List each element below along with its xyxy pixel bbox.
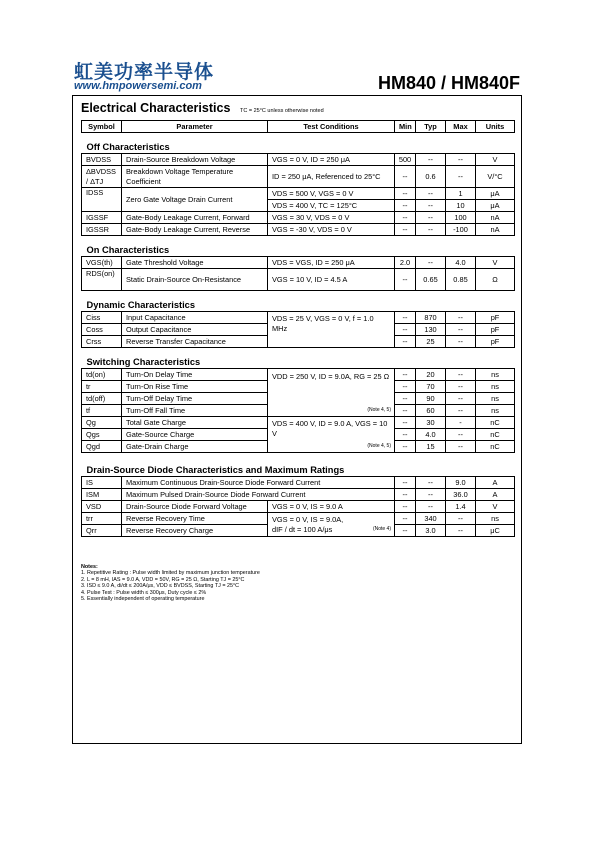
param-cell: Gate-Body Leakage Current, Forward	[122, 212, 268, 224]
max-cell: --	[446, 429, 476, 441]
typ-cell: 0.65	[416, 269, 446, 291]
max-cell: --	[446, 381, 476, 393]
company-logo-chinese: 虹美功率半导体	[74, 61, 215, 83]
table-row	[82, 513, 515, 525]
typ-cell: 60	[416, 405, 446, 417]
cond-cell: VDS = VGS, ID = 250 μA	[268, 257, 395, 269]
symbol-cell: VSD	[82, 501, 122, 513]
col-parameter: Parameter	[122, 121, 268, 133]
table-row	[82, 257, 515, 269]
table-row	[82, 501, 515, 513]
symbol-cell: td(on)	[82, 369, 122, 381]
note-ref: (Note 4, 5)	[367, 407, 391, 413]
unit-cell: nA	[476, 224, 515, 236]
min-cell: --	[395, 324, 416, 336]
typ-cell: 20	[416, 369, 446, 381]
table-row	[82, 154, 515, 166]
unit-cell: A	[476, 489, 515, 501]
typ-cell: --	[416, 501, 446, 513]
cond-cell: VGS = 0 V, IS = 9.0 A	[268, 501, 395, 513]
param-cell: Gate-Body Leakage Current, Reverse	[122, 224, 268, 236]
table-row	[82, 269, 515, 291]
symbol-cell: Coss	[82, 324, 122, 336]
table-header-row	[82, 121, 515, 133]
notes-title: Notes:	[81, 564, 98, 570]
min-cell: --	[395, 501, 416, 513]
unit-cell: nC	[476, 417, 515, 429]
symbol-cell: ΔBVDSS / ΔTJ	[82, 166, 122, 188]
param-cell: Turn-Off Fall Time	[122, 405, 268, 417]
typ-cell: 90	[416, 393, 446, 405]
note-item: 3. ISD ≤ 9.0 A, di/dt ≤ 200A/μs, VDD ≤ BVDSS, Starting TJ = 25°C	[81, 583, 240, 590]
cond-cell: ID = 250 μA, Referenced to 25°C	[268, 166, 395, 188]
cond-cell: VGS = 10 V, ID = 4.5 A	[268, 269, 395, 291]
typ-cell: 870	[416, 312, 446, 324]
max-cell: 100	[446, 212, 476, 224]
max-cell: --	[446, 513, 476, 525]
min-cell: --	[395, 477, 416, 489]
typ-cell: --	[416, 188, 446, 200]
min-cell: --	[395, 269, 416, 291]
symbol-cell: IDSS	[82, 188, 122, 212]
symbol-cell: Qg	[82, 417, 122, 429]
cond-cell: VGS = -30 V, VDS = 0 V	[268, 224, 395, 236]
cond-cell	[268, 417, 395, 453]
col-units: Units	[476, 121, 515, 133]
max-cell: --	[446, 324, 476, 336]
typ-cell: 25	[416, 336, 446, 348]
max-cell: 4.0	[446, 257, 476, 269]
typ-cell: --	[416, 212, 446, 224]
cond-text: VGS = 0 V, IS = 9.0A,	[272, 514, 344, 524]
group-diode: Drain-Source Diode Characteristics and Maximum Ratings	[82, 453, 515, 477]
symbol-cell: Crss	[82, 336, 122, 348]
spec-table	[81, 120, 515, 537]
symbol-cell: td(off)	[82, 393, 122, 405]
unit-cell: ns	[476, 405, 515, 417]
symbol-cell: tf	[82, 405, 122, 417]
table-row	[82, 224, 515, 236]
section-title: Electrical Characteristics	[81, 101, 231, 115]
unit-cell: μA	[476, 188, 515, 200]
part-number-title: HM840 / HM840F	[378, 73, 521, 93]
param-cell: Reverse Transfer Capacitance	[122, 336, 268, 348]
symbol-cell: RDS(on)	[82, 269, 122, 291]
cond-cell: VDS = 400 V, TC = 125°C	[268, 200, 395, 212]
table-row	[82, 188, 515, 200]
max-cell: 1.4	[446, 501, 476, 513]
param-cell: Total Gate Charge	[122, 417, 268, 429]
min-cell: 2.0	[395, 257, 416, 269]
max-cell: 36.0	[446, 489, 476, 501]
param-cell: Static Drain-Source On-Resistance	[122, 269, 268, 291]
note-item: 1. Repetitive Rating : Pulse width limited by maximum junction temperature	[81, 570, 260, 577]
param-cell: Maximum Continuous Drain-Source Diode Forward Current	[122, 477, 395, 489]
min-cell: --	[395, 525, 416, 537]
param-cell: Gate Threshold Voltage	[122, 257, 268, 269]
unit-cell: nC	[476, 441, 515, 453]
symbol-cell: IS	[82, 477, 122, 489]
col-min: Min	[395, 121, 416, 133]
cond-cell: VDS = 500 V, VGS = 0 V	[268, 188, 395, 200]
param-cell: Breakdown Voltage Temperature Coefficient	[122, 166, 268, 188]
cond-cell: VGS = 30 V, VDS = 0 V	[268, 212, 395, 224]
symbol-cell: IGSSF	[82, 212, 122, 224]
param-cell: Gate-Drain Charge	[122, 441, 268, 453]
table-row	[82, 489, 515, 501]
max-cell: --	[446, 336, 476, 348]
cond-text: dIF / dt = 100 A/μs	[272, 524, 333, 534]
typ-cell: 130	[416, 324, 446, 336]
min-cell: --	[395, 381, 416, 393]
note-ref: (Note 4)	[372, 526, 391, 532]
unit-cell: ns	[476, 393, 515, 405]
unit-cell: ns	[476, 369, 515, 381]
typ-cell: --	[416, 257, 446, 269]
unit-cell: pF	[476, 336, 515, 348]
table-row	[82, 417, 515, 429]
typ-cell: --	[416, 224, 446, 236]
min-cell: --	[395, 393, 416, 405]
symbol-cell: tr	[82, 381, 122, 393]
min-cell: --	[395, 224, 416, 236]
typ-cell: --	[416, 154, 446, 166]
symbol-cell: Qgs	[82, 429, 122, 441]
group-off: Off Characteristics	[82, 133, 515, 154]
symbol-cell: IGSSR	[82, 224, 122, 236]
unit-cell: Ω	[476, 269, 515, 291]
note-ref: (Note 4, 5)	[367, 443, 391, 449]
typ-cell: 340	[416, 513, 446, 525]
param-cell: Drain-Source Diode Forward Voltage	[122, 501, 268, 513]
table-row	[82, 312, 515, 324]
symbol-cell: BVDSS	[82, 154, 122, 166]
unit-cell: nC	[476, 429, 515, 441]
min-cell: --	[395, 336, 416, 348]
unit-cell: pF	[476, 312, 515, 324]
unit-cell: ns	[476, 513, 515, 525]
col-conditions: Test Conditions	[268, 121, 395, 133]
typ-cell: 30	[416, 417, 446, 429]
unit-cell: A	[476, 477, 515, 489]
table-row	[82, 212, 515, 224]
cond-cell	[268, 369, 395, 417]
param-cell: Maximum Pulsed Drain-Source Diode Forward Current	[122, 489, 395, 501]
min-cell: --	[395, 369, 416, 381]
unit-cell: V	[476, 501, 515, 513]
group-dynamic: Dynamic Characteristics	[82, 291, 515, 312]
min-cell: --	[395, 489, 416, 501]
min-cell: --	[395, 513, 416, 525]
typ-cell: 0.6	[416, 166, 446, 188]
symbol-cell: VGS(th)	[82, 257, 122, 269]
note-item: 4. Pulse Test : Pulse width ≤ 300μs, Duty cycle ≤ 2%	[81, 589, 207, 596]
max-cell: 9.0	[446, 477, 476, 489]
param-cell: Zero Gate Voltage Drain Current	[122, 188, 268, 212]
symbol-cell: Qrr	[82, 525, 122, 537]
unit-cell: μA	[476, 200, 515, 212]
param-cell: Gate-Source Charge	[122, 429, 268, 441]
unit-cell: V	[476, 257, 515, 269]
min-cell: --	[395, 212, 416, 224]
max-cell: 10	[446, 200, 476, 212]
param-cell: Turn-On Rise Time	[122, 381, 268, 393]
param-cell: Reverse Recovery Charge	[122, 525, 268, 537]
note-item: 2. L = 8 mH, IAS = 9.0 A, VDD = 50V, RG = 25 Ω, Starting TJ = 25°C	[81, 576, 245, 583]
max-cell: --	[446, 369, 476, 381]
max-cell: -100	[446, 224, 476, 236]
unit-cell: ns	[476, 381, 515, 393]
col-typ: Typ	[416, 121, 446, 133]
param-cell: Turn-Off Delay Time	[122, 393, 268, 405]
cond-text: VDS = 400 V, ID = 9.0 A, VGS = 10 V	[272, 419, 388, 438]
max-cell: --	[446, 525, 476, 537]
max-cell: --	[446, 312, 476, 324]
param-cell: Input Capacitance	[122, 312, 268, 324]
param-cell: Output Capacitance	[122, 324, 268, 336]
group-switching: Switching Characteristics	[82, 348, 515, 369]
typ-cell: --	[416, 477, 446, 489]
typ-cell: --	[416, 200, 446, 212]
min-cell: --	[395, 429, 416, 441]
typ-cell: 70	[416, 381, 446, 393]
min-cell: --	[395, 166, 416, 188]
max-cell: 1	[446, 188, 476, 200]
unit-cell: nA	[476, 212, 515, 224]
symbol-cell: Ciss	[82, 312, 122, 324]
min-cell: --	[395, 417, 416, 429]
min-cell: --	[395, 312, 416, 324]
table-row	[82, 166, 515, 188]
max-cell: --	[446, 166, 476, 188]
min-cell: --	[395, 441, 416, 453]
symbol-cell: ISM	[82, 489, 122, 501]
param-cell: Turn-On Delay Time	[122, 369, 268, 381]
table-row	[82, 477, 515, 489]
notes-block	[81, 564, 260, 602]
typ-cell: 3.0	[416, 525, 446, 537]
min-cell: 500	[395, 154, 416, 166]
col-symbol: Symbol	[82, 121, 122, 133]
max-cell: --	[446, 154, 476, 166]
col-max: Max	[446, 121, 476, 133]
max-cell: --	[446, 393, 476, 405]
note-item: 5. Essentially independent of operating temperature	[81, 596, 205, 603]
max-cell: 0.85	[446, 269, 476, 291]
unit-cell: μC	[476, 525, 515, 537]
min-cell: --	[395, 200, 416, 212]
min-cell: --	[395, 188, 416, 200]
cond-cell: VGS = 0 V, ID = 250 μA	[268, 154, 395, 166]
min-cell: --	[395, 405, 416, 417]
cond-text: VDD = 250 V, ID = 9.0A, RG = 25 Ω	[272, 372, 390, 381]
param-cell: Drain-Source Breakdown Voltage	[122, 154, 268, 166]
cond-cell: VDS = 25 V, VGS = 0 V, f = 1.0 MHz	[268, 312, 395, 348]
max-cell: --	[446, 441, 476, 453]
table-row	[82, 369, 515, 381]
cond-cell	[268, 513, 395, 537]
typ-cell: 15	[416, 441, 446, 453]
typ-cell: 4.0	[416, 429, 446, 441]
typ-cell: --	[416, 489, 446, 501]
condition-note: TC = 25°C unless otherwise noted	[240, 108, 324, 114]
company-url: www.hmpowersemi.com	[74, 80, 202, 92]
unit-cell: V/°C	[476, 166, 515, 188]
max-cell: -	[446, 417, 476, 429]
param-cell: Reverse Recovery Time	[122, 513, 268, 525]
max-cell: --	[446, 405, 476, 417]
unit-cell: V	[476, 154, 515, 166]
symbol-cell: Qgd	[82, 441, 122, 453]
unit-cell: pF	[476, 324, 515, 336]
symbol-cell: trr	[82, 513, 122, 525]
group-on: On Characteristics	[82, 236, 515, 257]
